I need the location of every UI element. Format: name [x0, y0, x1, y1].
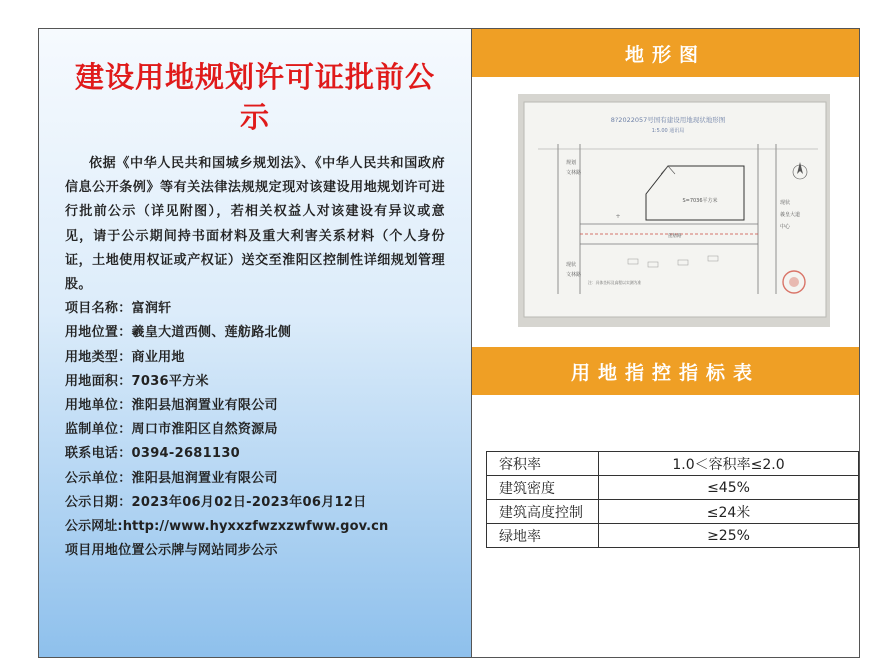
terrain-map-svg: [518, 94, 830, 327]
map-road-label-3: 现状: [566, 262, 577, 268]
map-area-label: S=7036平方米: [682, 198, 718, 204]
map-road-label-2: 文林路: [566, 170, 582, 176]
info-website[interactable]: 公示网址:http://www.hyxxzfwzxzwfww.gov.cn: [65, 519, 389, 535]
indicator-value: ≥25%: [599, 524, 859, 548]
indicator-name: 建筑高度控制: [487, 500, 599, 524]
svg-text:+: +: [615, 213, 621, 220]
map-title: 8?2022057号国有建设用地现状地形图: [610, 116, 726, 124]
map-road-label-5: 莲舫路: [668, 234, 682, 239]
info-phone: 联系电话：0394-2681130: [65, 446, 241, 462]
website-link: http://www.hyxxzfwzxzwfww.gov.cn: [122, 519, 389, 535]
notice-board: [38, 28, 860, 658]
project-info-list: [65, 297, 445, 563]
indicator-value: ≤45%: [599, 476, 859, 500]
notice-intro: 依据《中华人民共和国城乡规划法》、《中华人民共和国政府信息公开条例》等有关法律法规规定现对该建设用地规划许可进行批前公示（详见附图），若相关权益人对该建设有异议或意见，请于公示期间持书面材料及重大利害关系材料（个人身份证，土地使用权证或产权证）送交至淮阳区控制性详细规划管理股。: [65, 156, 445, 293]
map-road-label-4: 文林路: [566, 272, 582, 278]
map-road-label-8: 中心: [780, 224, 791, 230]
indicator-value: ≤24米: [599, 500, 859, 524]
info-land-area: 用地面积：7036平方米: [65, 373, 209, 389]
map-road-label-7: 羲皇大道: [780, 212, 801, 218]
indicator-name: 绿地率: [487, 524, 599, 548]
indicator-value: 1.0＜容积率≤2.0: [599, 452, 859, 476]
info-project-name: 项目名称：富润轩: [65, 301, 172, 317]
info-land-unit: 用地单位：淮阳县旭润置业有限公司: [65, 398, 278, 414]
map-road-label-1: 规划: [566, 160, 577, 166]
indicators-header: 用地指控指标表: [472, 347, 859, 395]
indicators-table-wrap: [486, 451, 859, 548]
info-land-location: 用地位置：羲皇大道西侧、莲舫路北侧: [65, 325, 292, 341]
terrain-map-area: [472, 77, 859, 347]
table-row: [487, 524, 859, 548]
map-road-label-6: 现状: [780, 200, 791, 206]
indicator-name: 容积率: [487, 452, 599, 476]
info-dates: 公示日期：2023年06月02日-2023年06月12日: [65, 494, 367, 510]
notice-title: 建设用地规划许可证批前公示: [74, 60, 435, 134]
map-scale: 1:5.00 通讯局: [651, 128, 685, 134]
info-footer: 项目用地位置公示牌与网站同步公示: [65, 543, 278, 559]
terrain-map-image: [518, 94, 830, 327]
table-row: [487, 476, 859, 500]
info-land-type: 用地类型：商业用地: [65, 349, 185, 365]
map-note: 注：具体坐标及高程以实测为准: [588, 280, 642, 285]
right-panel: [472, 29, 859, 657]
terrain-header: 地形图: [472, 29, 859, 77]
notice-panel: [39, 29, 472, 657]
table-row: [487, 500, 859, 524]
table-row: [487, 452, 859, 476]
info-publisher: 公示单位：淮阳县旭润置业有限公司: [65, 470, 278, 486]
info-supervisor: 监制单位：周口市淮阳区自然资源局: [65, 422, 278, 438]
indicators-table: [486, 451, 859, 548]
indicator-name: 建筑密度: [487, 476, 599, 500]
